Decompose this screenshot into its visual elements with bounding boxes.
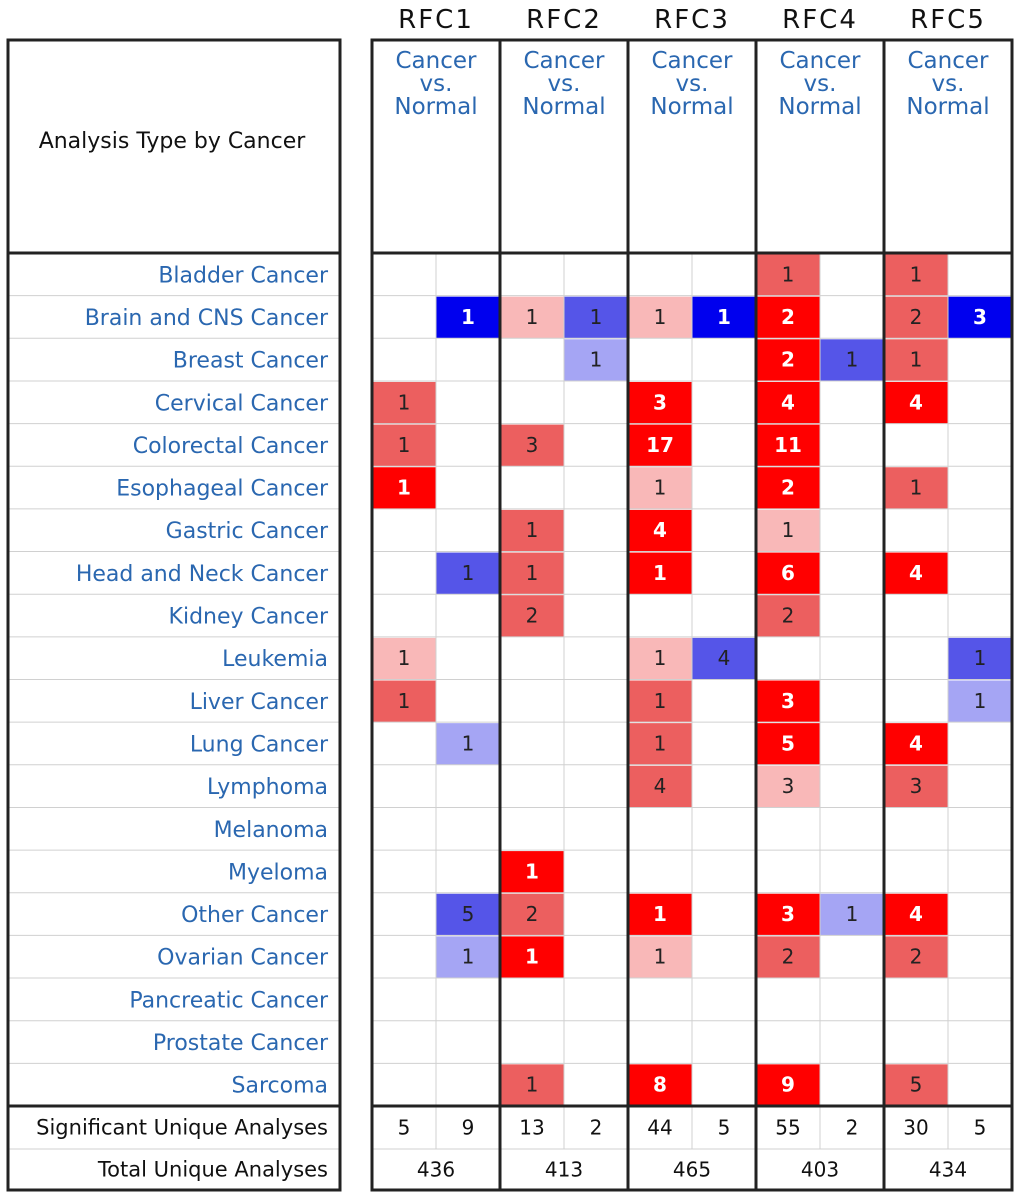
gene-label: RFC5 bbox=[910, 5, 986, 35]
significant-down-count: 5 bbox=[973, 1115, 987, 1140]
cell-count: 3 bbox=[781, 774, 795, 799]
total-analyses-label: Total Unique Analyses bbox=[97, 1157, 328, 1182]
cell-count: 5 bbox=[461, 902, 475, 927]
cancer-type-label: Lung Cancer bbox=[189, 732, 328, 758]
cell-count: 1 bbox=[909, 475, 923, 500]
cancer-type-label: Gastric Cancer bbox=[165, 519, 328, 545]
cell-count: 1 bbox=[589, 347, 603, 372]
cell-count: 1 bbox=[589, 304, 603, 329]
cell-count: 4 bbox=[781, 390, 795, 415]
gene-label: RFC1 bbox=[398, 5, 474, 35]
cancer-type-label: Bladder Cancer bbox=[158, 263, 328, 289]
significant-up-count: 44 bbox=[647, 1115, 673, 1140]
significant-analyses-label: Significant Unique Analyses bbox=[36, 1115, 328, 1140]
total-analyses-count: 434 bbox=[928, 1157, 968, 1182]
cell-count: 1 bbox=[973, 646, 987, 671]
significant-up-count: 30 bbox=[903, 1115, 929, 1140]
cancer-type-label: Sarcoma bbox=[231, 1073, 328, 1099]
analysis-type-label: Cancer bbox=[395, 48, 477, 74]
cell-count: 2 bbox=[781, 603, 795, 628]
analysis-type-label: Normal bbox=[394, 94, 478, 120]
analysis-type-label: Cancer bbox=[907, 48, 989, 74]
cell-count: 4 bbox=[909, 902, 923, 927]
cell-count: 3 bbox=[525, 432, 539, 457]
cell-count: 1 bbox=[525, 518, 539, 543]
cell-count: 1 bbox=[461, 560, 475, 585]
cell-count: 4 bbox=[909, 731, 923, 756]
cell-count: 1 bbox=[397, 390, 411, 415]
total-analyses-count: 403 bbox=[800, 1157, 840, 1182]
analysis-type-label: vs. bbox=[931, 71, 965, 97]
cell-count: 3 bbox=[781, 688, 795, 713]
gene-label: RFC3 bbox=[654, 5, 730, 35]
cell-count: 1 bbox=[781, 518, 795, 543]
cancer-type-label: Colorectal Cancer bbox=[132, 433, 328, 459]
cell-count: 8 bbox=[653, 1072, 667, 1097]
cancer-type-label: Esophageal Cancer bbox=[116, 476, 328, 502]
cell-count: 1 bbox=[461, 304, 475, 329]
analysis-type-label: Cancer bbox=[523, 48, 605, 74]
significant-down-count: 2 bbox=[845, 1115, 859, 1140]
cell-count: 2 bbox=[781, 475, 795, 500]
cancer-type-label: Kidney Cancer bbox=[168, 604, 328, 630]
cell-count: 1 bbox=[653, 902, 667, 927]
cell-count: 1 bbox=[845, 347, 859, 372]
analysis-type-label: vs. bbox=[547, 71, 581, 97]
cell-count: 1 bbox=[525, 560, 539, 585]
cell-count: 1 bbox=[461, 944, 475, 969]
cell-count: 2 bbox=[525, 603, 539, 628]
significant-up-count: 55 bbox=[775, 1115, 801, 1140]
cell-count: 3 bbox=[653, 390, 667, 415]
cancer-type-label: Leukemia bbox=[222, 647, 328, 673]
cell-count: 4 bbox=[653, 774, 667, 799]
significant-down-count: 9 bbox=[461, 1115, 475, 1140]
cell-count: 4 bbox=[717, 646, 731, 671]
cell-count: 4 bbox=[653, 518, 667, 543]
cancer-type-label: Other Cancer bbox=[181, 903, 328, 929]
cell-count: 1 bbox=[525, 304, 539, 329]
analysis-type-label: vs. bbox=[419, 71, 453, 97]
analysis-type-label: Cancer bbox=[779, 48, 861, 74]
analysis-type-label: Normal bbox=[522, 94, 606, 120]
cell-count: 4 bbox=[909, 390, 923, 415]
cell-count: 5 bbox=[781, 731, 795, 756]
cell-count: 1 bbox=[461, 731, 475, 756]
cell-count: 2 bbox=[781, 304, 795, 329]
cell-count: 1 bbox=[653, 944, 667, 969]
cell-count: 1 bbox=[653, 475, 667, 500]
header-label: Analysis Type by Cancer bbox=[38, 129, 306, 154]
cancer-type-label: Liver Cancer bbox=[189, 689, 328, 715]
cell-count: 2 bbox=[909, 944, 923, 969]
cell-count: 1 bbox=[397, 475, 411, 500]
gene-label: RFC4 bbox=[782, 5, 858, 35]
significant-up-count: 13 bbox=[519, 1115, 545, 1140]
cell-count: 9 bbox=[781, 1072, 795, 1097]
cell-count: 1 bbox=[717, 304, 731, 329]
cell-count: 1 bbox=[653, 688, 667, 713]
gene-label: RFC2 bbox=[526, 5, 602, 35]
total-analyses-count: 465 bbox=[672, 1157, 712, 1182]
analysis-type-label: vs. bbox=[803, 71, 837, 97]
cell-count: 3 bbox=[781, 902, 795, 927]
cancer-type-label: Cervical Cancer bbox=[154, 391, 328, 417]
cell-count: 2 bbox=[781, 347, 795, 372]
cancer-type-label: Lymphoma bbox=[207, 775, 328, 801]
cell-count: 1 bbox=[653, 560, 667, 585]
cancer-type-label: Breast Cancer bbox=[172, 348, 328, 374]
cancer-type-label: Prostate Cancer bbox=[152, 1031, 328, 1057]
cell-count: 2 bbox=[525, 902, 539, 927]
cell-count: 1 bbox=[909, 262, 923, 287]
cell-count: 3 bbox=[909, 774, 923, 799]
cell-count: 1 bbox=[653, 731, 667, 756]
analysis-type-label: Normal bbox=[778, 94, 862, 120]
cell-count: 1 bbox=[909, 347, 923, 372]
cell-count: 1 bbox=[653, 304, 667, 329]
analysis-type-label: Cancer bbox=[651, 48, 733, 74]
cell-count: 1 bbox=[525, 944, 539, 969]
cancer-type-label: Myeloma bbox=[227, 860, 328, 886]
cell-count: 1 bbox=[525, 1072, 539, 1097]
cell-count: 1 bbox=[525, 859, 539, 884]
cell-count: 1 bbox=[397, 646, 411, 671]
cell-count: 11 bbox=[774, 432, 802, 457]
analysis-type-label: Normal bbox=[906, 94, 990, 120]
cancer-type-label: Melanoma bbox=[213, 817, 328, 843]
total-analyses-count: 436 bbox=[416, 1157, 456, 1182]
grid-lines bbox=[8, 253, 1012, 1149]
cell-count: 1 bbox=[397, 688, 411, 713]
cell-count: 2 bbox=[909, 304, 923, 329]
analysis-type-label: Normal bbox=[650, 94, 734, 120]
cell-count: 1 bbox=[397, 432, 411, 457]
analysis-type-label: vs. bbox=[675, 71, 709, 97]
cell-count: 5 bbox=[909, 1072, 923, 1097]
cell-count: 1 bbox=[973, 688, 987, 713]
cell-count: 6 bbox=[781, 560, 795, 585]
cell-count: 3 bbox=[973, 304, 987, 329]
significant-down-count: 5 bbox=[717, 1115, 731, 1140]
cell-count: 17 bbox=[646, 432, 674, 457]
cell-count: 1 bbox=[845, 902, 859, 927]
cell-count: 1 bbox=[781, 262, 795, 287]
cancer-type-label: Ovarian Cancer bbox=[157, 945, 328, 971]
significant-up-count: 5 bbox=[397, 1115, 411, 1140]
cell-count: 1 bbox=[653, 646, 667, 671]
cancer-type-label: Pancreatic Cancer bbox=[129, 988, 328, 1014]
cell-count: 4 bbox=[909, 560, 923, 585]
total-analyses-count: 413 bbox=[544, 1157, 584, 1182]
cancer-type-label: Brain and CNS Cancer bbox=[84, 305, 328, 331]
cell-count: 2 bbox=[781, 944, 795, 969]
cancer-type-label: Head and Neck Cancer bbox=[75, 561, 328, 587]
significant-down-count: 2 bbox=[589, 1115, 603, 1140]
